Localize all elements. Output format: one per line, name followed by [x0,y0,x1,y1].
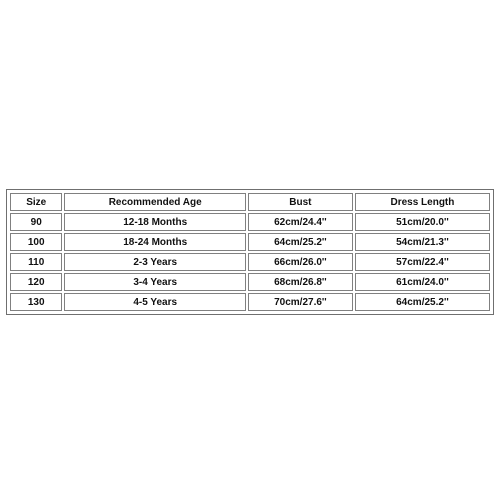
header-size: Size [10,193,62,211]
table-row [10,273,490,291]
cell-size: 100 [10,233,62,251]
cell-size: 90 [10,213,62,231]
cell-bust: 62cm/24.4'' [248,213,353,231]
cell-age: 2-3 Years [64,253,246,271]
cell-size: 130 [10,293,62,311]
table-body [10,213,490,311]
table-row [10,233,490,251]
table-row [10,253,490,271]
cell-size: 110 [10,253,62,271]
header-recommended-age: Recommended Age [64,193,246,211]
cell-age: 18-24 Months [64,233,246,251]
header-dress-length: Dress Length [355,193,490,211]
cell-age: 12-18 Months [64,213,246,231]
cell-size: 120 [10,273,62,291]
header-bust: Bust [248,193,353,211]
cell-dress-length: 54cm/21.3'' [355,233,490,251]
cell-dress-length: 51cm/20.0'' [355,213,490,231]
cell-dress-length: 57cm/22.4'' [355,253,490,271]
table-row [10,213,490,231]
header-row [10,193,490,211]
cell-age: 3-4 Years [64,273,246,291]
cell-bust: 66cm/26.0'' [248,253,353,271]
table-row [10,293,490,311]
table-header [10,193,490,211]
cell-dress-length: 61cm/24.0'' [355,273,490,291]
cell-dress-length: 64cm/25.2'' [355,293,490,311]
size-chart-table [6,189,494,315]
cell-bust: 68cm/26.8'' [248,273,353,291]
cell-bust: 70cm/27.6'' [248,293,353,311]
cell-bust: 64cm/25.2'' [248,233,353,251]
cell-age: 4-5 Years [64,293,246,311]
